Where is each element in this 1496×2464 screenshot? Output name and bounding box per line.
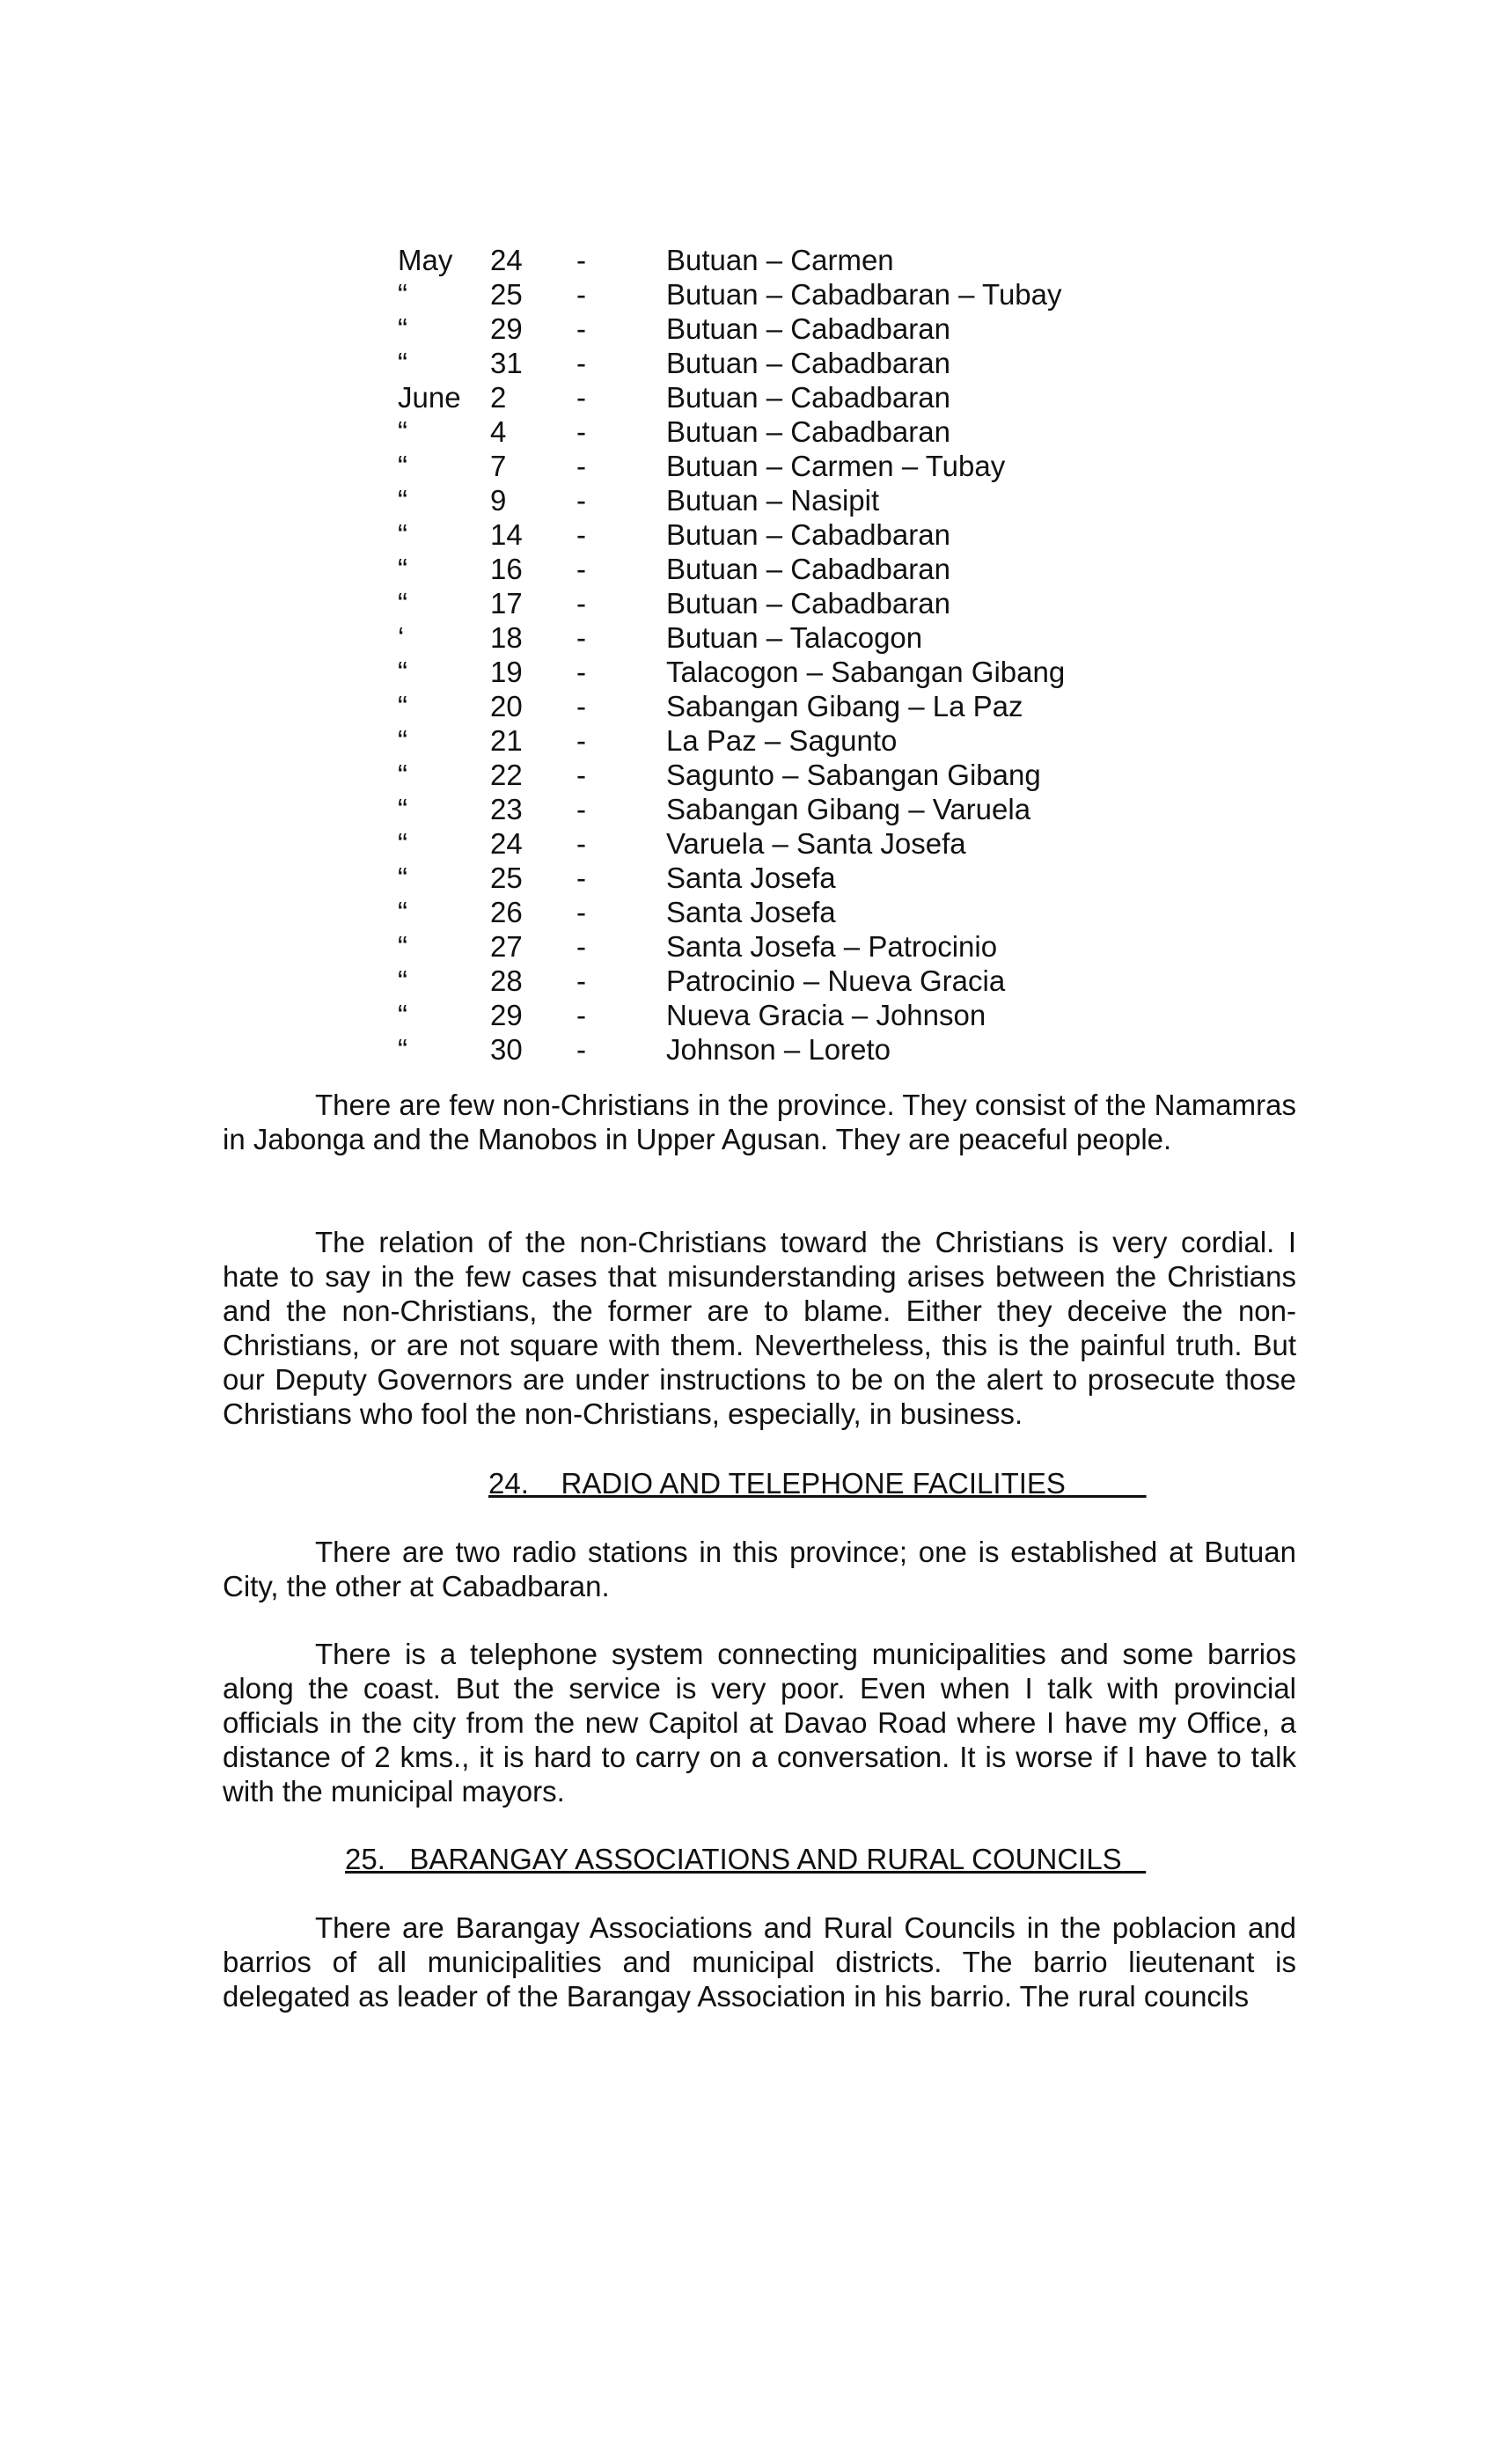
itinerary-dash: - [576,1033,586,1066]
itinerary-day: 27 [490,930,523,963]
itinerary-dash: - [576,278,586,311]
itinerary-day: 30 [490,1033,523,1066]
itinerary-day: 24 [490,827,523,860]
itinerary-dash: - [576,690,586,722]
itinerary-dash: - [576,244,586,276]
itinerary-route: Sagunto – Sabangan Gibang [666,759,1041,791]
itinerary-route: Butuan – Nasipit [666,484,880,517]
itinerary-day: 19 [490,656,523,688]
itinerary-day: 7 [490,450,507,482]
itinerary-route: Butuan – Cabadbaran [666,553,950,585]
itinerary-route: Santa Josefa – Patrocinio [666,930,998,963]
itinerary-route: La Paz – Sagunto [666,724,898,757]
itinerary-day: 2 [490,381,507,414]
itinerary-day: 25 [490,278,523,311]
itinerary-dash: - [576,964,586,997]
itinerary-route: Butuan – Cabadbaran [666,347,950,379]
itinerary-route: Santa Josefa [666,896,836,928]
itinerary-month: “ [398,518,407,551]
itinerary-dash: - [576,312,586,345]
itinerary-dash: - [576,930,586,963]
itinerary-dash: - [576,827,586,860]
paragraph-relation-text: The relation of the non-Christians toward the Christians is very cordial. I hate to say in the few cases that misunderstanding arises between the Christians and the non-Christians, the former are to blame. Either they deceive the non-Christians, or are not square with them. Nevertheless, this is the painful truth. But our Deputy Governors are under instructions to be on the alert to prosecute those Christians who fool the non-Christians, especially, in business. [223,1226,1296,1430]
paragraph-barangay-text: There are Barangay Associations and Rural Councils in the poblacion and barrios of all municipalities and municipal districts. The barrio lieutenant is delegated as leader of the Barangay Association in his barrio. The rural councils [223,1911,1296,2013]
paragraph-telephone [223,1637,1296,1808]
itinerary-route: Johnson – Loreto [666,1033,891,1066]
itinerary-dash: - [576,381,586,414]
itinerary-route: Patrocinio – Nueva Gracia [666,964,1006,997]
itinerary-day: 29 [490,312,523,345]
paragraph-non-christians-text: There are few non-Christians in the province. They consist of the Namamras in Jabonga and the Manobos in Upper Agusan. They are peaceful people. [223,1089,1296,1155]
itinerary-dash: - [576,724,586,757]
itinerary-month: “ [398,862,407,894]
itinerary-dash: - [576,862,586,894]
itinerary-dash: - [576,793,586,825]
itinerary-month: “ [398,999,407,1031]
itinerary-day: 23 [490,793,523,825]
itinerary-route: Butuan – Cabadbaran [666,518,950,551]
itinerary-route: Butuan – Talacogon [666,621,923,654]
itinerary-day: 9 [490,484,507,517]
itinerary-route: Butuan – Cabadbaran – Tubay [666,278,1062,311]
itinerary-month: “ [398,690,407,722]
itinerary-month: “ [398,930,407,963]
itinerary-day: 16 [490,553,523,585]
itinerary-month: June [398,381,461,414]
itinerary-day: 21 [490,724,523,757]
paragraph-relation [223,1225,1296,1431]
itinerary-dash: - [576,656,586,688]
itinerary-month: “ [398,450,407,482]
itinerary-dash: - [576,587,586,620]
itinerary-route: Talacogon – Sabangan Gibang [666,656,1066,688]
itinerary-month: “ [398,793,407,825]
itinerary-month: “ [398,759,407,791]
itinerary-dash: - [576,450,586,482]
itinerary-route: Butuan – Carmen – Tubay [666,450,1006,482]
itinerary-route: Butuan – Cabadbaran [666,587,950,620]
itinerary-day: 18 [490,621,523,654]
itinerary-month: “ [398,1033,407,1066]
itinerary-route: Sabangan Gibang – La Paz [666,690,1023,722]
paragraph-radio [223,1535,1296,1603]
itinerary-dash: - [576,896,586,928]
itinerary-month: “ [398,278,407,311]
section-heading-24: 24. RADIO AND TELEPHONE FACILITIES [488,1467,1147,1500]
itinerary-route: Nueva Gracia – Johnson [666,999,986,1031]
itinerary-day: 29 [490,999,523,1031]
itinerary-month: “ [398,484,407,517]
itinerary-route: Butuan – Cabadbaran [666,415,950,448]
itinerary-route: Santa Josefa [666,862,836,894]
itinerary-month: “ [398,656,407,688]
itinerary-month: ‘ [398,621,405,654]
itinerary-day: 31 [490,347,523,379]
itinerary-month: “ [398,827,407,860]
paragraph-non-christians [223,1088,1296,1156]
itinerary-day: 26 [490,896,523,928]
itinerary-dash: - [576,347,586,379]
itinerary-month: “ [398,964,407,997]
itinerary-day: 25 [490,862,523,894]
itinerary-route: Butuan – Cabadbaran [666,381,950,414]
itinerary-day: 14 [490,518,523,551]
itinerary-month: “ [398,553,407,585]
itinerary-month: “ [398,415,407,448]
itinerary-month: “ [398,312,407,345]
itinerary-dash: - [576,999,586,1031]
itinerary-month: “ [398,896,407,928]
itinerary-day: 20 [490,690,523,722]
itinerary-route: Butuan – Cabadbaran [666,312,950,345]
section-heading-25: 25. BARANGAY ASSOCIATIONS AND RURAL COUNCILS [345,1843,1147,1875]
itinerary-route: Sabangan Gibang – Varuela [666,793,1031,825]
itinerary-day: 28 [490,964,523,997]
itinerary-dash: - [576,415,586,448]
itinerary-day: 17 [490,587,523,620]
itinerary-day: 22 [490,759,523,791]
itinerary-route: Butuan – Carmen [666,244,894,276]
paragraph-telephone-text: There is a telephone system connecting municipalities and some barrios along the coast. But the service is very poor. Even when I talk with provincial officials in the city from the new Capitol at Davao Road where I have my Office, a distance of 2 kms., it is hard to carry on a conversation. It is worse if I have to talk with the municipal mayors. [223,1638,1296,1808]
paragraph-radio-text: There are two radio stations in this province; one is established at Butuan City, the other at Cabadbaran. [223,1536,1296,1602]
itinerary-day: 24 [490,244,523,276]
paragraph-barangay [223,1910,1296,2013]
itinerary-route: Varuela – Santa Josefa [666,827,966,860]
itinerary-month: “ [398,724,407,757]
itinerary-month: “ [398,587,407,620]
itinerary-dash: - [576,759,586,791]
itinerary-month: May [398,244,453,276]
itinerary-dash: - [576,553,586,585]
itinerary-dash: - [576,518,586,551]
itinerary-month: “ [398,347,407,379]
itinerary-day: 4 [490,415,507,448]
itinerary-dash: - [576,621,586,654]
itinerary-dash: - [576,484,586,517]
